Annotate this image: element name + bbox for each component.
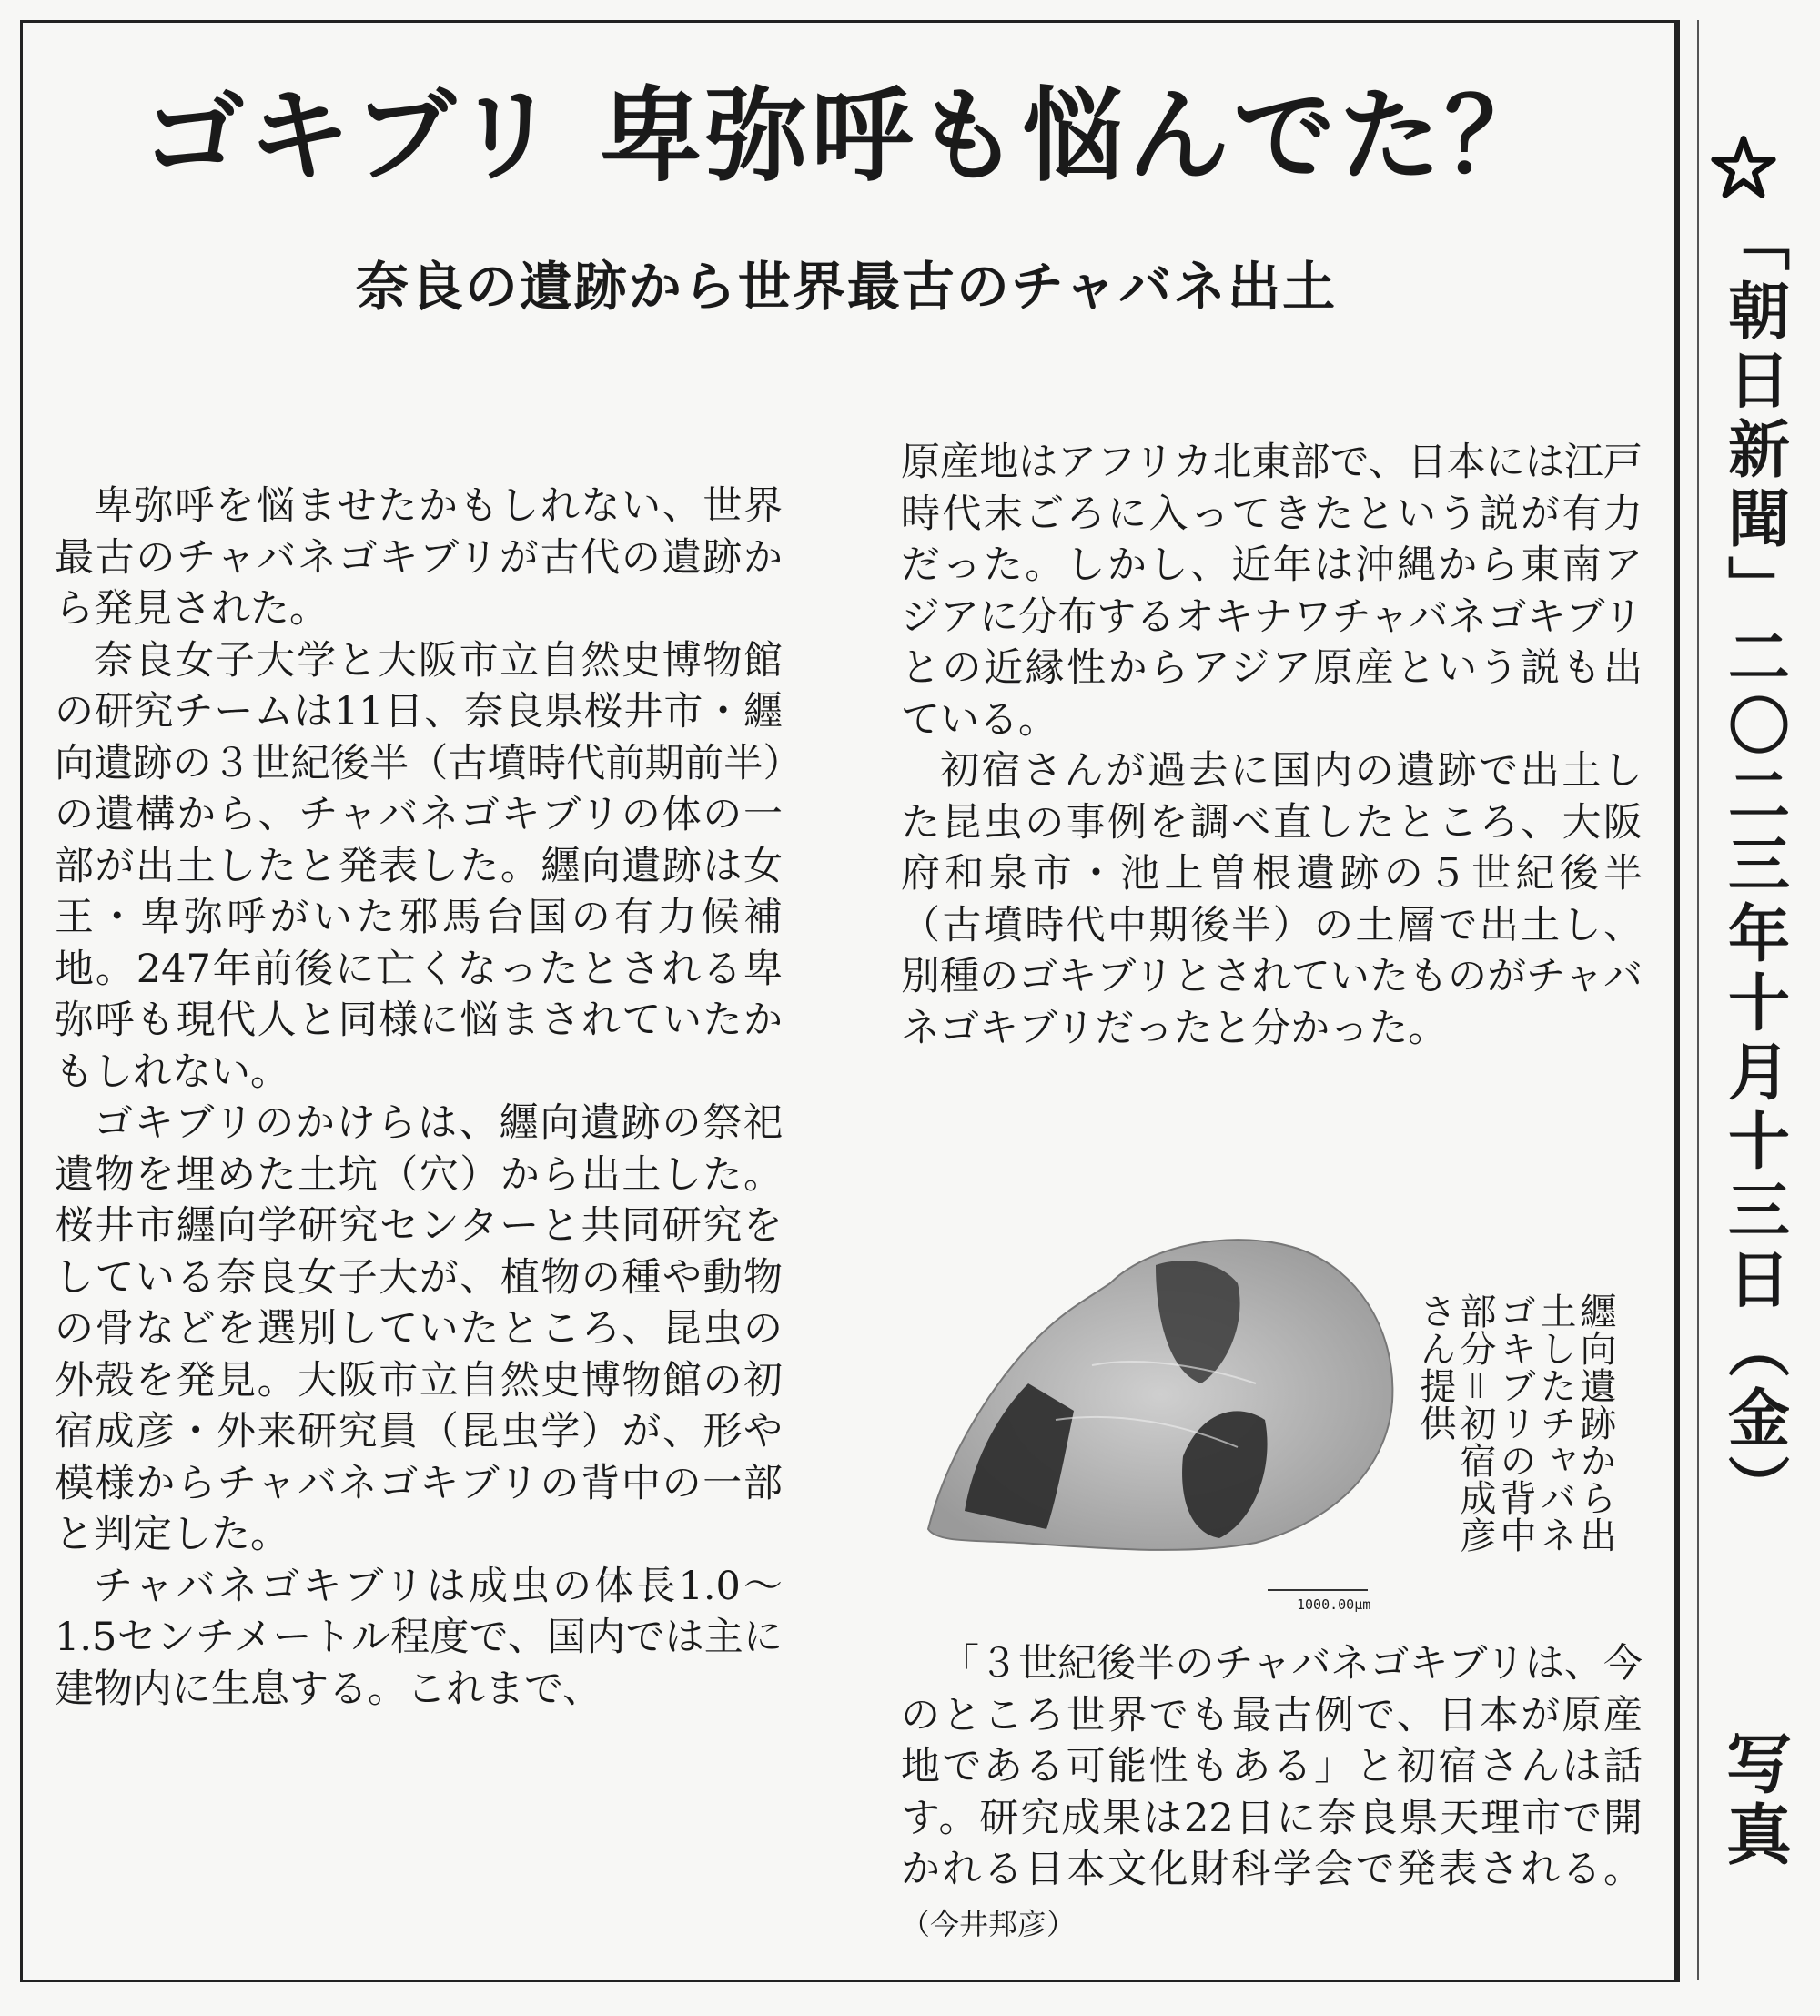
article-column-left bbox=[55, 481, 783, 1715]
paragraph-announcement: 奈良女子大学と大阪市立自然史博物館の研究チームは11日、奈良県桜井市・纒向遺跡の３世紀後半（古墳時代前期前半）の遺構から、チャバネゴキブリの体の一部が出土したと発表した。纒向遺跡は女王・卑弥呼がいた邪馬台国の有力候補地。247年前後に亡くなったとされる卑弥呼も現代人と同様に悩まされていたかもしれない。 bbox=[55, 637, 783, 1095]
subheadline: 奈良の遺跡から世界最古のチャバネ出土 bbox=[355, 256, 1338, 318]
byline: （今井邦彦） bbox=[901, 1906, 1077, 1941]
photo-note: 写真 bbox=[1715, 1729, 1792, 1871]
paragraph-discovery: ゴキブリのかけらは、纒向遺跡の祭祀遺物を埋めた土坑（穴）から出土した。桜井市纒向学研究センターと共同研究をしている奈良女子大が、植物の種や動物の骨などを選別していたところ、昆虫の外殻を発見。大阪市立自然史博物館の初宿成彦・外来研究員（昆虫学）が、形や模様からチャバネゴキブリの背中の一部と判定した。 bbox=[55, 1100, 783, 1557]
source-dateline: 「朝日新聞」二〇二三年十月十三日（金） bbox=[1717, 209, 1790, 1524]
article-column-right-bottom bbox=[901, 1638, 1643, 1950]
paragraph-reexamination: 初宿さんが過去に国内の遺跡で出土した昆虫の事例を調べ直したところ、大阪府和泉市・池上曽根遺跡の５世紀後半（古墳時代中期後半）の土層で出土し、別種のゴキブリとされていたものがチャバネゴキブリだったと分かった。 bbox=[901, 748, 1643, 1051]
cockroach-fragment-photo bbox=[910, 1229, 1401, 1556]
column-rule bbox=[1674, 20, 1677, 1980]
headline: ゴキブリ 卑弥呼も悩んでた？ bbox=[142, 76, 1551, 196]
photo-caption: 纒向遺跡から出土したチャバネゴキブリの背中部分＝初宿成彦さん提供 bbox=[1414, 1292, 1616, 1554]
scale-label: 1000.00μm bbox=[1297, 1596, 1371, 1613]
paragraph-lead: 卑弥呼を悩ませたかもしれない、世界最古のチャバネゴキブリが古代の遺跡から発見された。 bbox=[55, 483, 783, 632]
article-column-right-top bbox=[901, 437, 1643, 1054]
scale-bar bbox=[1268, 1589, 1368, 1591]
column-rule-secondary bbox=[1697, 20, 1699, 1980]
paragraph-origin: 原産地はアフリカ北東部で、日本には江戸時代末ごろに入ってきたという説が有力だった。しかし、近年は沖縄から東南アジアに分布するオキナワチャバネゴキブリとの近縁性からアジア原産という説も出ている。 bbox=[901, 440, 1643, 743]
quote-text: 「３世紀後半のチャバネゴキブリは、今のところ世界でも最古例で、日本が原産地である可能性もある」と初宿さんは話す。研究成果は22日に奈良県天理市で開かれる日本文化財科学会で発表される。 bbox=[901, 1641, 1643, 1892]
paragraph-quote bbox=[901, 1638, 1643, 1950]
paragraph-species: チャバネゴキブリは成虫の体長1.0〜1.5センチメートル程度で、国内では主に建物内に生息する。これまで、 bbox=[55, 1563, 783, 1712]
